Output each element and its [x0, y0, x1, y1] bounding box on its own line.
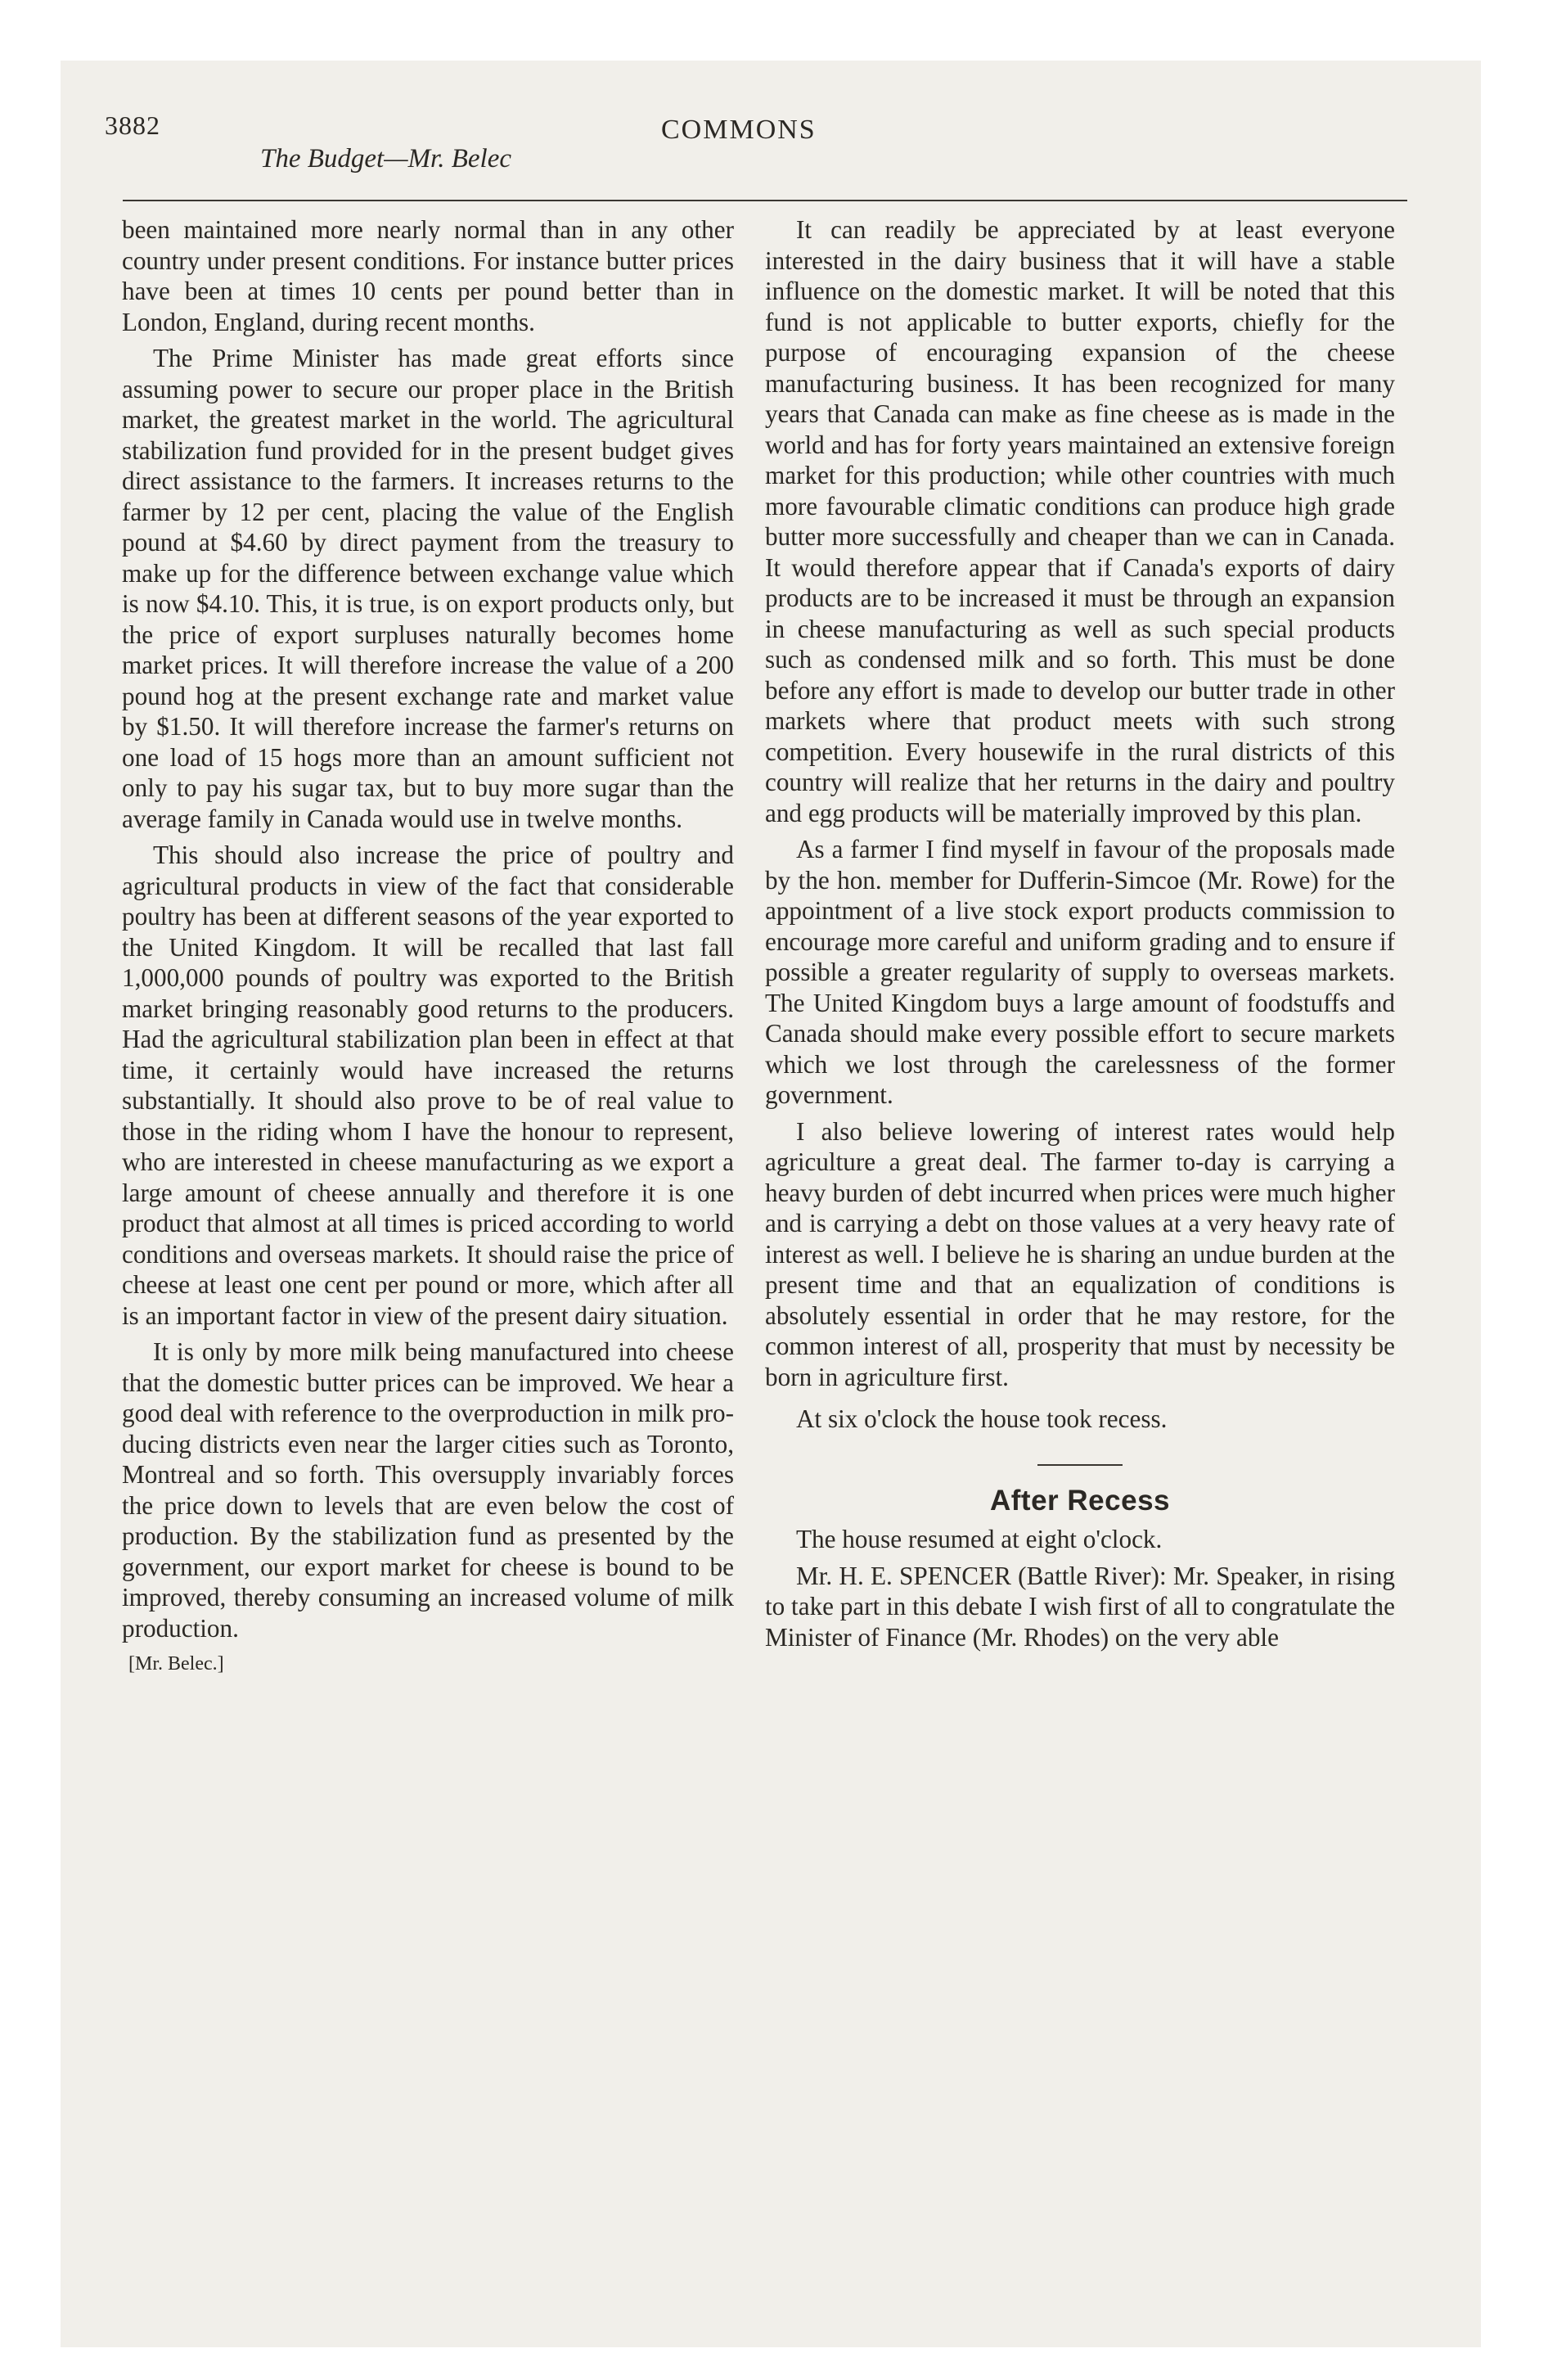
paragraph: It is only by more milk being manufactured into cheese that the domestic butter prices can be improved. We hear a good deal with reference to the overproduction in milk producing districts even near the larger cities such as Toronto, Montreal and so forth. This oversupply invariably forces the price down to levels that are even below the cost of production. By the stabilization fund as presented by the government, our export market for cheese is bound to be improved, thereby consuming an increased volume of milk production. — [122, 1337, 734, 1643]
paragraph: It can readily be appreciated by at least everyone interested in the dairy business that it will have a stable influence on the domestic market. It will be noted that this fund is not applicable to butter exports, chiefly for the purpose of encouraging expansion of the cheese manufacturing business. It has been recognized for many years that Canada can make as fine cheese as is made in the world and has for forty years maintained an extensive foreign market for this production; while other countries with much more favourable climatic conditions can produce high grade butter more successfully and cheaper than we can in Canada. It would therefore appear that if Canada's exports of dairy products are to be increased it must be through an expansion in cheese manufacturing as well as such special products such as condensed milk and so forth. This must be done before any effort is made to develop our butter trade in other markets where that product meets with such strong competition. Every housewife in the rural districts of this country will realize that her returns in the dairy and poultry and egg products will be materially improved by this plan. — [765, 215, 1395, 827]
paragraph: I also believe lowering of interest rates would help agriculture a great deal. The farmer to-day is carrying a heavy burden of debt incurred when prices were much higher and is carrying a debt on those values at a very heavy rate of interest as well. I believe he is sharing an undue burden at the present time and that an equalization of conditions is absolutely essential in order that he may restore, for the common interest of all, prosperity that must by necessity be born in agriculture first. — [765, 1116, 1395, 1391]
resumed-note: The house resumed at eight o'clock. — [796, 1525, 1163, 1553]
right-column — [765, 214, 1395, 1658]
paragraph: Mr. H. E. SPENCER (Battle River): Mr. Speaker, in rising to take part in this debate I wish first of all to congratulate the Minister of Finance (Mr. Rhodes) on the very able — [765, 1561, 1395, 1652]
left-column — [122, 214, 734, 1686]
running-head-subject: The Budget—Mr. Belec — [260, 144, 512, 174]
section-heading: After Recess — [990, 1484, 1170, 1517]
header-rule — [123, 200, 1407, 201]
paragraph: been maintained more nearly normal than in any other country under present conditions. For instance butter prices have been at times 10 cents per pound better than in London, England, during recent months. — [122, 215, 734, 336]
running-head-chamber: COMMONS — [661, 115, 817, 145]
speaker-signature: [Mr. Belec.] — [128, 1653, 224, 1675]
page-number: 3882 — [105, 110, 160, 140]
recess-note: At six o'clock the house took recess. — [796, 1404, 1168, 1433]
paragraph: As a farmer I find myself in favour of the proposals made by the hon. member for Dufferin-Simcoe (Mr. Rowe) for the appointment of a live stock export products commission to encourage more careful and uniform grading and to ensure if possible a greater regularity of supply to overseas markets. The United Kingdom buys a large amount of foodstuffs and Canada should make every possible effort to secure markets which we lost through the carelessness of the former government. — [765, 835, 1395, 1109]
paragraph: This should also increase the price of poultry and agricultural products in view of the fact that considerable poultry has been at different seasons of the year exported to the United Kingdom. It will be recalled that last fall 1,000,000 pounds of poultry was exported to the British market bringing reasonably good returns to the producers. Had the agricultural stabilization plan been in effect at that time, it certainly would have increased the returns substantially. It should also prove to be of real value to those in the riding whom I have the honour to represent, who are interested in cheese manufacturing as we export a large amount of cheese annually and therefore it is one product that almost at all times is priced according to world conditions and overseas markets. It should raise the price of cheese at least one cent per pound or more, which after all is an important factor in view of the present dairy situation. — [122, 841, 734, 1330]
section-divider — [1037, 1464, 1123, 1466]
paragraph: The Prime Minister has made great efforts since assuming power to secure our proper place in the British market, the greatest market in the world. The agricultural stabilization fund provided for in the present budget gives direct assistance to the farmers. It increases returns to the farmer by 12 per cent, placing the value of the English pound at $4.60 by direct payment from the treasury to make up for the difference between exchange value which is now $4.10. This, it is true, is on export products only, but the price of export surpluses naturally becomes home market prices. It will therefore increase the value of a 200 pound hog at the present exchange rate and market value by $1.50. It will therefore increase the farmer's returns on one load of 15 hogs more than an amount sufficient not only to pay his sugar tax, but to buy more sugar than the average family in Canada would use in twelve months. — [122, 344, 734, 833]
